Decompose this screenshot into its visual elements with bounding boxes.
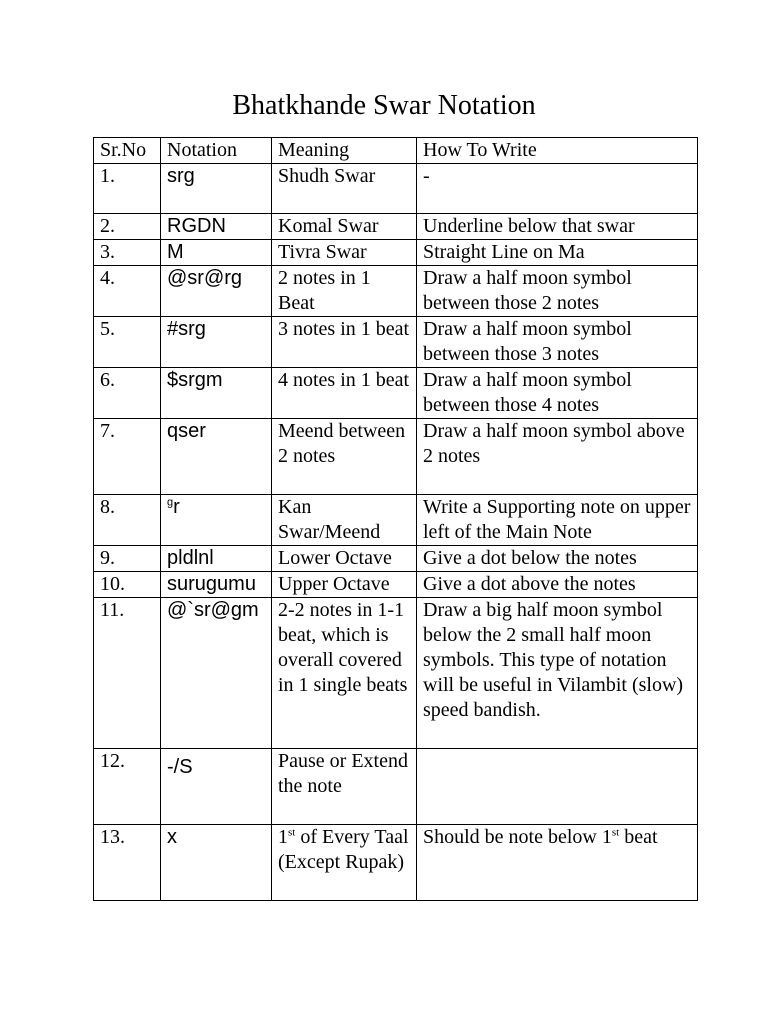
table-row — [94, 419, 698, 495]
table-row — [94, 317, 698, 368]
cell-how: - — [417, 164, 698, 214]
cell-notation: srg — [161, 164, 272, 214]
cell-meaning: Tivra Swar — [272, 240, 417, 266]
header-meaning: Meaning — [272, 138, 417, 164]
table-row — [94, 749, 698, 825]
cell-notation: RGDN — [161, 214, 272, 240]
cell-sr: 5. — [94, 317, 161, 368]
cell-how: Draw a half moon symbol above 2 notes — [417, 419, 698, 495]
cell-how: Straight Line on Ma — [417, 240, 698, 266]
cell-how: Give a dot above the notes — [417, 572, 698, 598]
cell-sr: 7. — [94, 419, 161, 495]
ordinal-superscript: st — [288, 826, 296, 839]
table-row — [94, 572, 698, 598]
meaning-text: of Every Taal (Except Rupak) — [278, 826, 409, 873]
cell-sr: 10. — [94, 572, 161, 598]
table-row — [94, 825, 698, 901]
cell-notation: -/S — [161, 749, 272, 825]
cell-sr: 6. — [94, 368, 161, 419]
cell-how: Draw a half moon symbol between those 4 notes — [417, 368, 698, 419]
cell-notation: @sr@rg — [161, 266, 272, 317]
cell-meaning — [272, 825, 417, 901]
kan-swar-superscript: g — [167, 496, 174, 509]
cell-sr: 1. — [94, 164, 161, 214]
cell-sr: 13. — [94, 825, 161, 901]
cell-sr: 12. — [94, 749, 161, 825]
cell-notation — [161, 495, 272, 546]
table-row — [94, 598, 698, 749]
table-header-row — [94, 138, 698, 164]
header-how-to-write: How To Write — [417, 138, 698, 164]
cell-how: Write a Supporting note on upper left of the Main Note — [417, 495, 698, 546]
cell-meaning: Pause or Extend the note — [272, 749, 417, 825]
cell-notation: qser — [161, 419, 272, 495]
cell-meaning: Kan Swar/Meend — [272, 495, 417, 546]
cell-sr: 8. — [94, 495, 161, 546]
cell-meaning: 2 notes in 1 Beat — [272, 266, 417, 317]
header-sr-no: Sr.No — [94, 138, 161, 164]
table-row — [94, 368, 698, 419]
cell-meaning: Shudh Swar — [272, 164, 417, 214]
cell-meaning: Meend between 2 notes — [272, 419, 417, 495]
cell-sr: 9. — [94, 546, 161, 572]
cell-meaning: Lower Octave — [272, 546, 417, 572]
cell-meaning: Upper Octave — [272, 572, 417, 598]
cell-notation: #srg — [161, 317, 272, 368]
how-text-start: Should be note below 1 — [423, 826, 612, 848]
cell-notation: surugumu — [161, 572, 272, 598]
cell-how — [417, 825, 698, 901]
cell-notation: $srgm — [161, 368, 272, 419]
cell-meaning: 3 notes in 1 beat — [272, 317, 417, 368]
cell-how: Draw a half moon symbol between those 3 notes — [417, 317, 698, 368]
cell-sr: 4. — [94, 266, 161, 317]
table-row — [94, 266, 698, 317]
cell-sr: 11. — [94, 598, 161, 749]
cell-notation-main: r — [173, 496, 180, 518]
cell-notation: M — [161, 240, 272, 266]
table-row — [94, 546, 698, 572]
table-row — [94, 240, 698, 266]
header-notation: Notation — [161, 138, 272, 164]
cell-notation: pldlnl — [161, 546, 272, 572]
cell-meaning: 2-2 notes in 1-1 beat, which is overall covered in 1 single beats — [272, 598, 417, 749]
ordinal-superscript: st — [611, 826, 620, 839]
cell-how: Underline below that swar — [417, 214, 698, 240]
ordinal-number: 1 — [278, 826, 288, 848]
cell-how: Draw a half moon symbol between those 2 notes — [417, 266, 698, 317]
cell-how — [417, 749, 698, 825]
how-text-end: beat — [619, 826, 658, 848]
table-row — [94, 495, 698, 546]
cell-how: Draw a big half moon symbol below the 2 small half moon symbols. This type of notation will be useful in Vilambit (slow) speed bandish. — [417, 598, 698, 749]
cell-meaning: 4 notes in 1 beat — [272, 368, 417, 419]
table-row — [94, 164, 698, 214]
cell-notation: x — [161, 825, 272, 901]
cell-notation: @`sr@gm — [161, 598, 272, 749]
cell-sr: 3. — [94, 240, 161, 266]
page-title: Bhatkhande Swar Notation — [232, 90, 536, 121]
notation-table — [93, 137, 698, 901]
table-row — [94, 214, 698, 240]
cell-how: Give a dot below the notes — [417, 546, 698, 572]
cell-sr: 2. — [94, 214, 161, 240]
cell-meaning: Komal Swar — [272, 214, 417, 240]
